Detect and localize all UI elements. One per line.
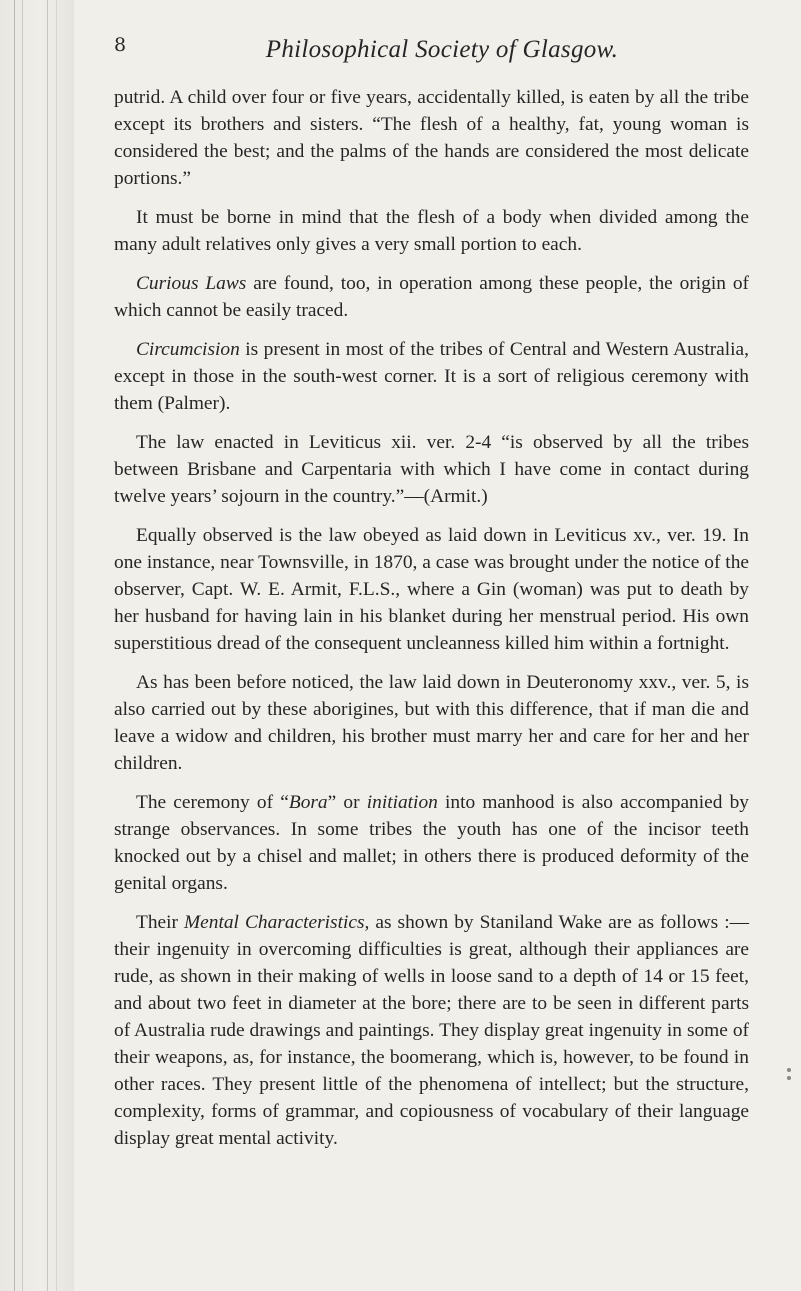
paragraph-lead: Circumcision [136, 339, 240, 360]
binding-rule [47, 0, 48, 1291]
paragraph-text: Equally observed is the law obeyed as laid down in Leviticus xv., ver. 19. In one instance, near Townsville, in 1870, a case was brought under the notice of the observer, Capt. W. E. Armit, F.L.S., where a Gin (woman) was put to death by her husband for having lain in his blanket during her menstrual period. His own superstitious dread of the consequent uncleanness killed him within a fortnight. [114, 525, 749, 654]
paragraph-text: ” or [327, 792, 367, 813]
binding-rule [56, 0, 57, 1291]
paragraph-text: putrid. A child over four or five years, accidentally killed, is eaten by all the tribe except its brothers and sisters. “The flesh of a healthy, fat, young woman is considered the best; and the palms of the hands are considered the most delicate portions.” [114, 87, 749, 189]
paragraph-text: into manhood is also accompanied by strange observances. In some tribes the youth has one of the incisor teeth knocked out by a chisel and mallet; in others there is produced deformity of the genital organs. [114, 792, 749, 894]
book-page [92, 28, 792, 1149]
paragraph-text: The ceremony of “ [136, 792, 289, 813]
page-header [92, 28, 792, 76]
page-number: 8 [114, 34, 127, 56]
paragraph-text: is present in most of the tribes of Central and Western Australia, except in those in the south-west corner. It is a sort of religious ceremony with them (Palmer). [114, 339, 749, 414]
binding-rule [22, 0, 23, 1291]
paragraph-cannibalism [114, 84, 749, 192]
italic-term: Bora [288, 792, 328, 813]
book-binding-edge [0, 0, 74, 1291]
paragraph-bora [114, 789, 749, 897]
paragraph-lead: Mental Characteristics, [184, 912, 370, 933]
margin-speck [787, 1068, 791, 1072]
running-title: Philosophical Society of Glasgow. [265, 36, 619, 63]
paragraph-curious-laws [114, 270, 749, 324]
paragraph-leviticus-xv [114, 522, 749, 657]
paragraph-text: Their [136, 912, 185, 933]
body-text [114, 84, 749, 1164]
paragraph-flesh-division [114, 204, 749, 258]
binding-rule [14, 0, 15, 1291]
paragraph-text: as shown by Staniland Wake are as follows :—their ingenuity in overcoming difficulties is great, although their appliances are rude, as shown in their making of wells in loose sand to a depth of 14 or 15 feet, and about two feet in diameter at the bore; there are to be seen in different parts of Australia rude drawings and paintings. They display great ingenuity in some of their weapons, as, for instance, the boomerang, which is, however, to be found in other races. They present little of the phenomena of intellect; but the structure, complexity, forms of grammar, and copiousness of vocabulary of their language display great mental activity. [114, 912, 749, 1149]
paragraph-leviticus-xii [114, 429, 749, 510]
italic-term: initiation [366, 792, 438, 813]
paragraph-text: are found, too, in operation among these people, the origin of which cannot be easily traced. [114, 273, 749, 321]
paragraph-deuteronomy [114, 669, 749, 777]
paragraph-text: The law enacted in Leviticus xii. ver. 2-4 “is observed by all the tribes between Brisbane and Carpentaria with which I have come in contact during twelve years’ sojourn in the country.”—(Armit.) [114, 432, 749, 507]
paragraph-text: It must be borne in mind that the flesh of a body when divided among the many adult relatives only gives a very small portion to each. [114, 207, 749, 255]
margin-speck [787, 1076, 791, 1080]
paragraph-text: As has been before noticed, the law laid down in Deuteronomy xxv., ver. 5, is also carried out by these aborigines, but with this difference, that if man die and leave a widow and children, his brother must marry her and care for her and her children. [114, 672, 749, 774]
paragraph-lead: Curious Laws [136, 273, 247, 294]
paragraph-mental-characteristics [114, 909, 749, 1152]
paragraph-circumcision [114, 336, 749, 417]
